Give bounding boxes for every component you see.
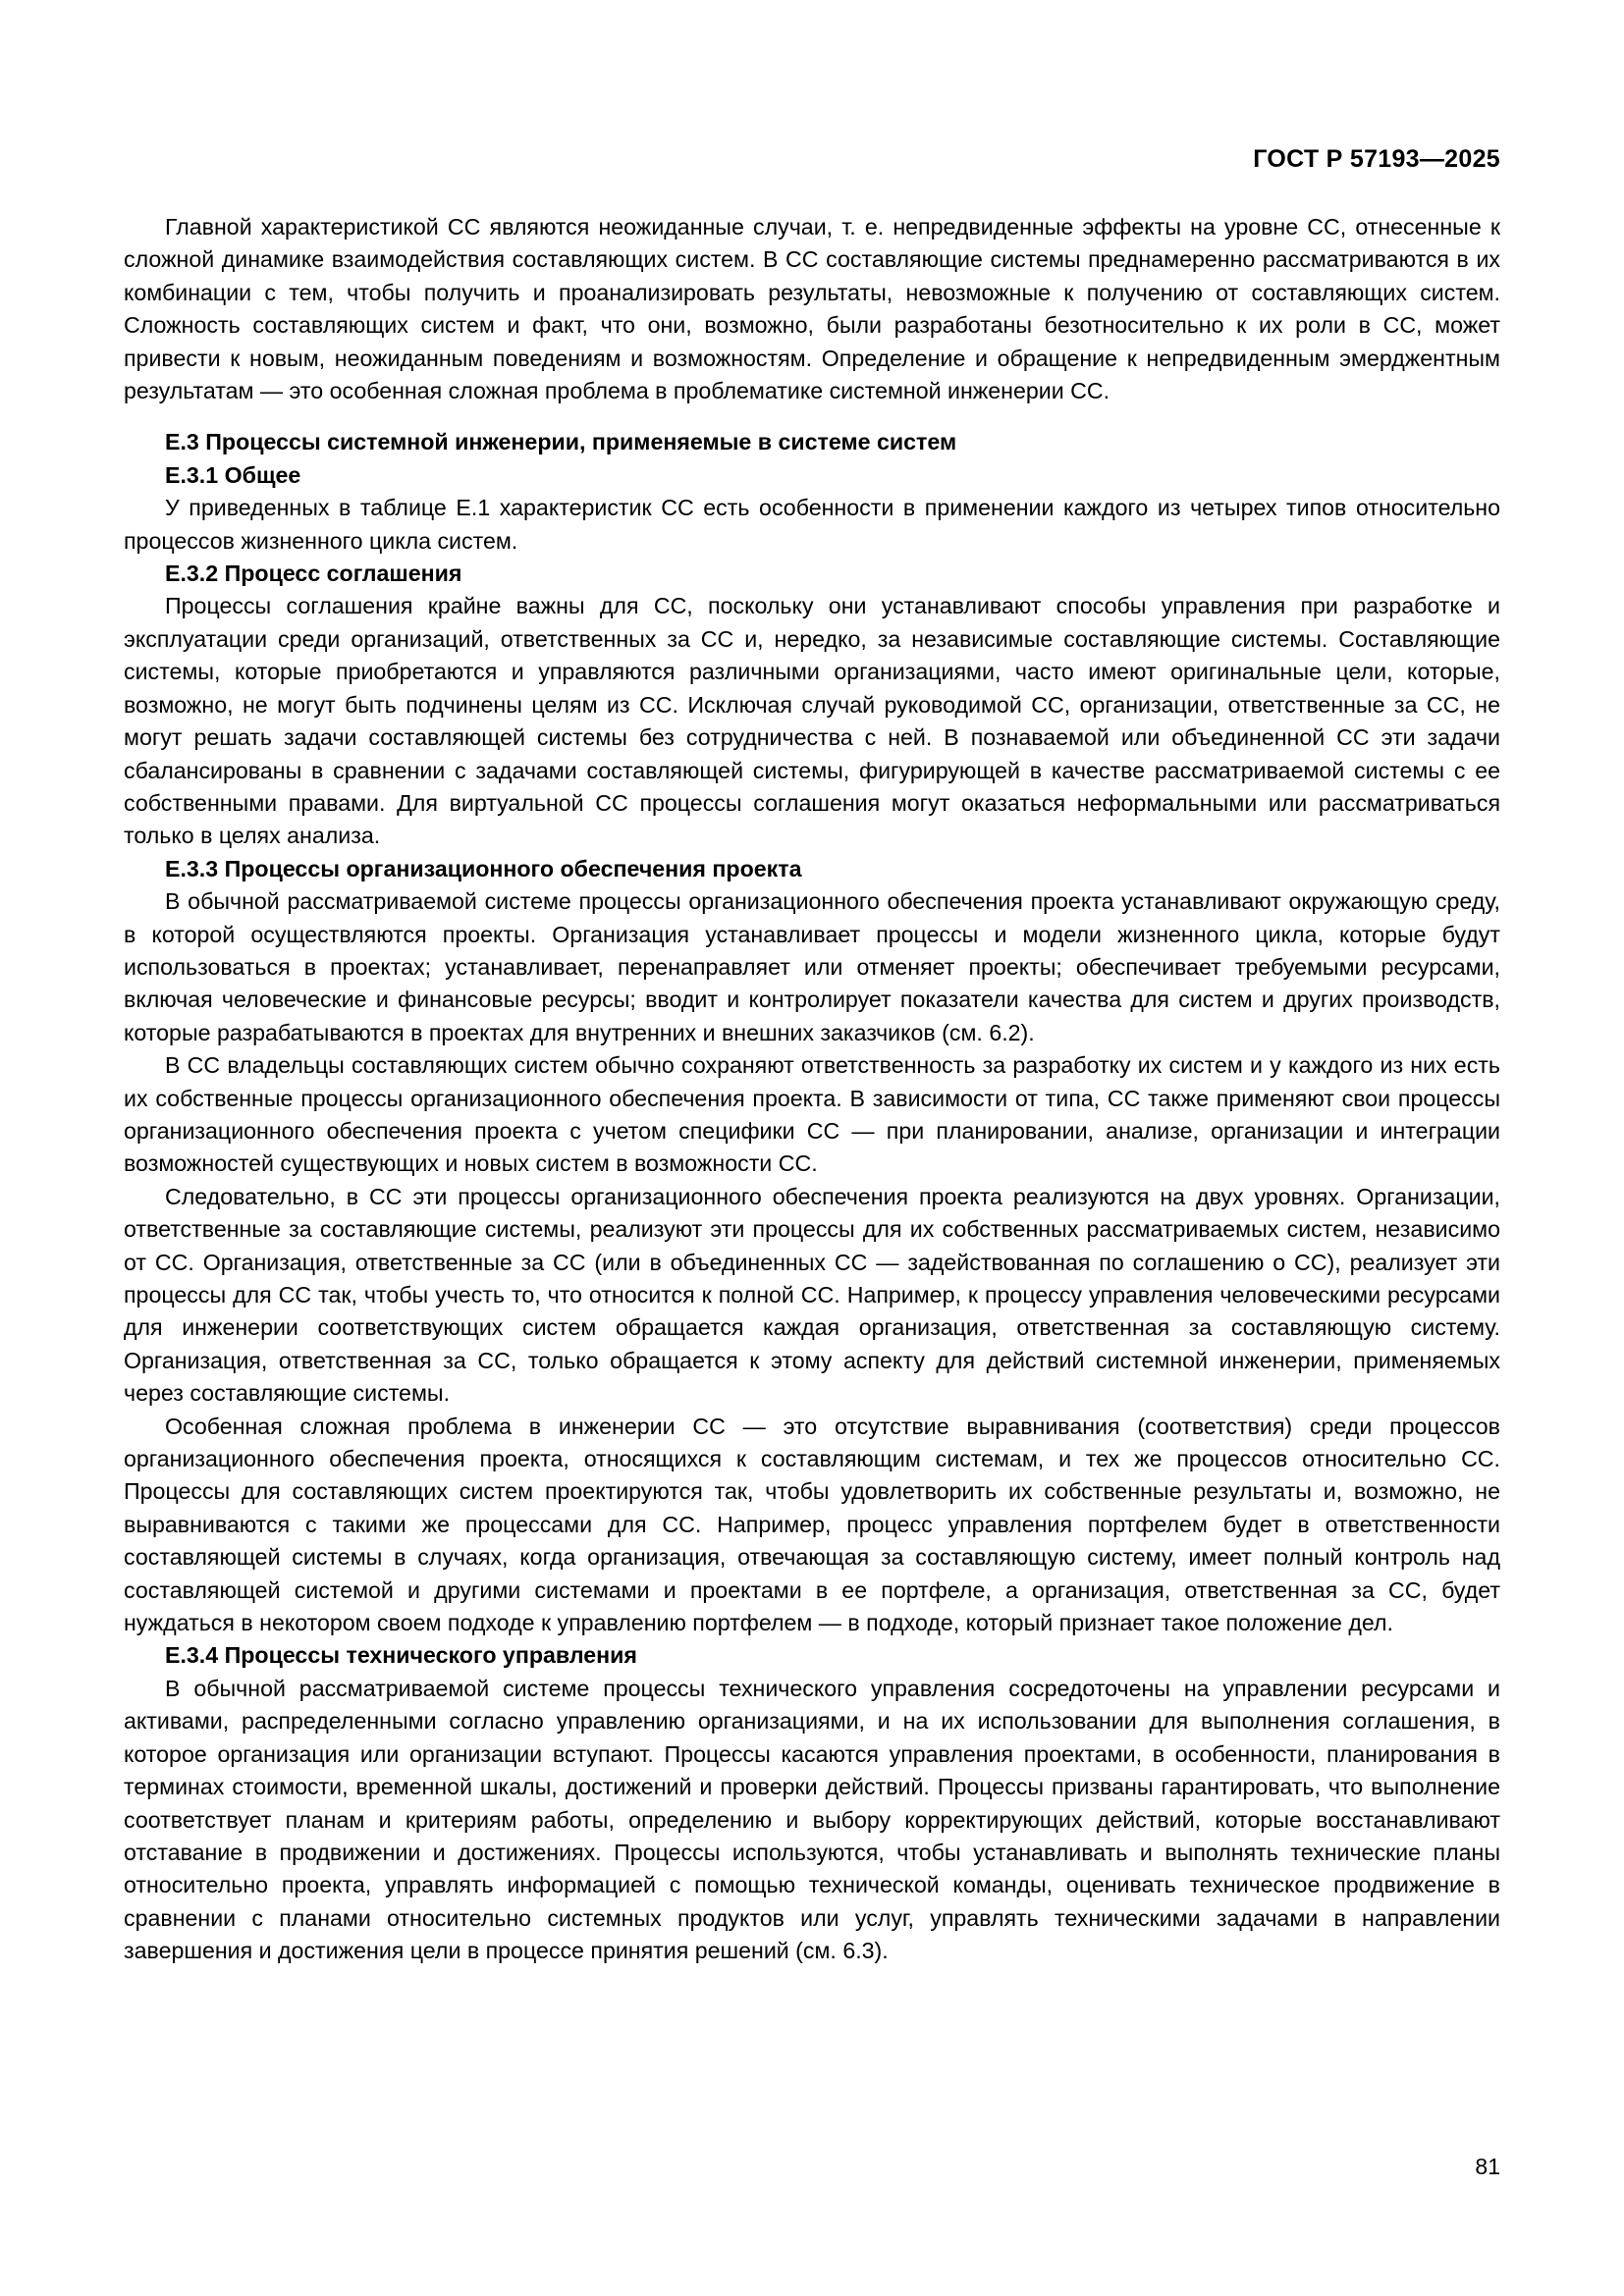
paragraph-e32: Процессы соглашения крайне важны для СС, поскольку они устанавливают способы управления при разработке и эксплуатации среди организаций, ответственных за СС и, нередко, за независимые составляющие системы. Составляющие системы, которые приобретаются и управляются различными организациями, часто имеют оригинальные цели, которые, возможно, не могут быть подчинены целям из СС. Исключая случай руководимой СС, организации, ответственные за СС, не могут решать задачи составляющей системы без сотрудничества с ней. В познаваемой или объединенной СС эти задачи сбалансированы в сравнении с задачами составляющей системы, фигурирующей в качестве рассматриваемой системы с ее собственными правами. Для виртуальной СС процессы соглашения могут оказаться неформальными или рассматриваться только в целях анализа. (124, 593, 1500, 849)
paragraph-e31: У приведенных в таблице Е.1 характеристик СС есть особенности в применении каждого из четырех типов относительно процессов жизненного цикла систем. (124, 495, 1500, 554)
paragraph-e33-1: В обычной рассматриваемой системе процессы организационного обеспечения проекта устанавливают окружающую среду, в которой осуществляются проекты. Организация устанавливает процессы и модели жизненного цикла, которые будут использоваться в проектах; устанавливает, перенаправляет или отменяет проекты; обеспечивает требуемыми ресурсами, включая человеческие и финансовые ресурсы; вводит и контролирует показатели качества для систем и других производств, которые разрабатываются в проектах для внутренних и внешних заказчиков (см. 6.2). (124, 888, 1500, 1045)
page-content (124, 211, 1500, 1968)
heading-e3: Е.3 Процессы системной инженерии, применяемые в системе систем (165, 429, 957, 455)
page-number: 81 (1475, 2154, 1500, 2179)
paragraph-e33-4: Особенная сложная проблема в инженерии СС — это отсутствие выравнивания (соответствия) среди процессов организационного обеспечения проекта, относящихся к составляющим системам, и тех же процессов относительно СС. Процессы для составляющих систем проектируются так, чтобы удовлетворить их собственные результаты и, возможно, не выравниваются с такими же процессами для СС. Например, процесс управления портфелем будет в ответственности составляющей системы в случаях, когда организация, отвечающая за составляющую систему, имеет полный контроль над составляющей системой и другими системами и проектами в ее портфеле, а организация, ответственная за СС, будет нуждаться в некотором своем подходе к управлению портфелем — в подходе, который признает такое положение дел. (124, 1413, 1500, 1636)
paragraph-e33-3: Следовательно, в СС эти процессы организационного обеспечения проекта реализуются на двух уровнях. Организации, ответственные за составляющие системы, реализуют эти процессы для их собственных рассматриваемых систем, независимо от СС. Организация, ответственные за СС (или в объединенных СС — задействованная по соглашению о СС), реализует эти процессы для СС так, чтобы учесть то, что относится к полной СС. Например, к процессу управления человеческими ресурсами для инженерии соответствующих систем обращается каждая организация, ответственная за составляющую систему. Организация, ответственная за СС, только обращается к этому аспекту для действий системной инженерии, применяемых через составляющие системы. (124, 1183, 1500, 1407)
paragraph-e34: В обычной рассматриваемой системе процессы технического управления сосредоточены на управлении ресурсами и активами, распределенными согласно управлению организациями, и на их использовании для выполнения соглашения, в которое организация или организации вступают. Процессы касаются управления проектами, в особенности, планирования в терминах стоимости, временной шкалы, достижений и проверки действий. Процессы призваны гарантировать, что выполнение соответствует планам и критериям работы, определению и выбору корректирующих действий, которые восстанавливают отставание в продвижении и достижениях. Процессы используются, чтобы устанавливать и выполнять технические планы относительно проекта, управлять информацией с помощью технической команды, оценивать техническое продвижение в сравнении с планами относительно системных продуктов или услуг, управлять техническими задачами в направлении завершения и достижения цели в процессе принятия решений (см. 6.3). (124, 1675, 1500, 1964)
paragraph-e33-2: В СС владельцы составляющих систем обычно сохраняют ответственность за разработку их систем и у каждого из них есть их собственные процессы организационного обеспечения проекта. В зависимости от типа, СС также применяют свои процессы организационного обеспечения проекта с учетом специфики СС — при планировании, анализе, организации и интеграции возможностей существующих и новых систем в возможности СС. (124, 1052, 1500, 1177)
page-header-standard-id: ГОСТ Р 57193—2025 (1253, 145, 1500, 173)
paragraph-intro: Главной характеристикой СС являются неожиданные случаи, т. е. непредвиденные эффекты на уровне СС, отнесенные к сложной динамике взаимодействия составляющих систем. В СС составляющие системы преднамеренно рассматриваются в их комбинации с тем, чтобы получить и проанализировать результаты, невозможные к получению от составляющих систем. Сложность составляющих систем и факт, что они, возможно, были разработаны безотносительно к их роли в СС, может привести к новым, неожиданным поведениям и возможностям. Определение и обращение к непредвиденным эмерджентным результатам — это особенная сложная проблема в проблематике системной инженерии СС. (124, 214, 1500, 404)
heading-e33: Е.3.3 Процессы организационного обеспечения проекта (165, 855, 802, 881)
heading-e34: Е.3.4 Процессы технического управления (165, 1642, 637, 1669)
heading-e32: Е.3.2 Процесс соглашения (165, 561, 462, 587)
heading-e31: Е.3.1 Общее (165, 461, 301, 488)
